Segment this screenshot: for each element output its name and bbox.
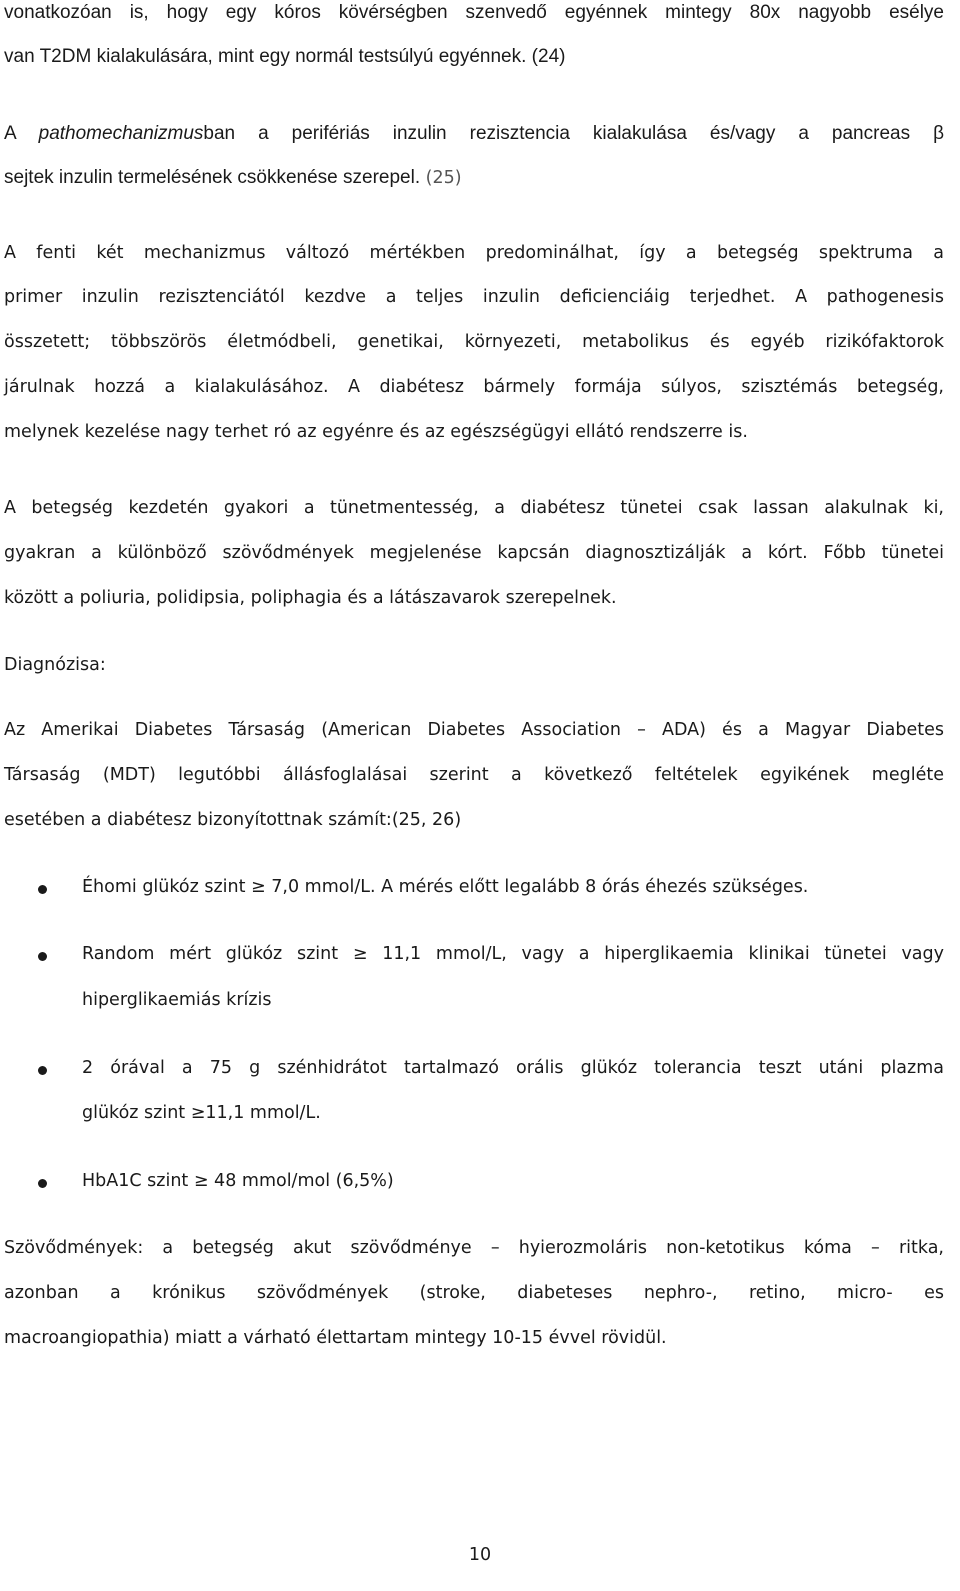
list-item-4-line-1: HbA1C szint ≥ 48 mmol/mol (6,5%) bbox=[82, 1171, 394, 1191]
pathomech-italic-term: pathomechanizmus bbox=[38, 123, 204, 144]
intro-line-1: vonatkozóan is, hogy egy kóros kövérségben szenvedő egyénnek mintegy 80x nagyobb esélye bbox=[4, 2, 944, 23]
para-criteria-line-2: Társaság (MDT) legutóbbi állásfoglalásai szerint a következő feltételek egyikének megléte bbox=[4, 765, 944, 785]
bullet-dot bbox=[38, 1066, 47, 1075]
bullet-dot bbox=[38, 1179, 47, 1188]
para-criteria-line-3: esetében a diabétesz bizonyítottnak számít:(25, 26) bbox=[4, 810, 462, 830]
list-item-2-line-1: Random mért glükóz szint ≥ 11,1 mmol/L, vagy a hiperglikaemia klinikai tünetei vagy bbox=[82, 944, 944, 964]
intro-line-2: van T2DM kialakulására, mint egy normál testsúlyú egyénnek. (24) bbox=[4, 46, 566, 67]
bullet-dot bbox=[38, 885, 47, 894]
para-symptoms-line-1: A betegség kezdetén gyakori a tünetmentesség, a diabétesz tünetei csak lassan alakulnak ki, bbox=[4, 498, 944, 518]
para-complications-line-2: azonban a krónikus szövődmények (stroke, diabeteses nephro-, retino, micro- es bbox=[4, 1283, 944, 1303]
para-complications-line-3: macroangiopathia) miatt a várható élettartam mintegy 10-15 évvel rövidül. bbox=[4, 1328, 667, 1348]
list-item-1-line-1: Éhomi glükóz szint ≥ 7,0 mmol/L. A mérés előtt legalább 8 órás éhezés szükséges. bbox=[82, 877, 809, 897]
para-complications-line-1: Szövődmények: a betegség akut szövődménye – hyierozmoláris non-ketotikus kóma – ritka, bbox=[4, 1238, 944, 1258]
para-mech-line-5: melynek kezelése nagy terhet ró az egyénre és az egészségügyi ellátó rendszerre is. bbox=[4, 422, 748, 442]
diagnosis-heading: Diagnózisa: bbox=[4, 655, 106, 675]
para-mech-line-3: összetett; többszörös életmódbeli, genetikai, környezeti, metabolikus és egyéb rizikófaktorok bbox=[4, 332, 944, 352]
pathomech-text-b: ban a perifériás inzulin rezisztencia kialakulása és/vagy a pancreas β bbox=[203, 123, 944, 144]
pathomech-line-2 bbox=[4, 167, 462, 189]
pathomech-text-c: sejtek inzulin termelésének csökkenése szerepel. bbox=[4, 167, 421, 188]
list-item-3-line-1: 2 órával a 75 g szénhidrátot tartalmazó orális glükóz tolerancia teszt utáni plazma bbox=[82, 1058, 944, 1078]
list-item-3-line-2: glükóz szint ≥11,1 mmol/L. bbox=[82, 1103, 321, 1123]
bullet-dot bbox=[38, 952, 47, 961]
para-mech-line-2: primer inzulin rezisztenciától kezdve a teljes inzulin deficienciáig terjedhet. A pathogenesis bbox=[4, 287, 944, 307]
pathomech-reference: (25) bbox=[420, 168, 462, 188]
page-number: 10 bbox=[468, 1545, 492, 1565]
para-criteria-line-1: Az Amerikai Diabetes Társaság (American Diabetes Association – ADA) és a Magyar Diabetes bbox=[4, 720, 944, 740]
pathomech-text-a: A bbox=[4, 123, 39, 144]
para-symptoms-line-2: gyakran a különböző szövődmények megjelenése kapcsán diagnosztizálják a kórt. Főbb tünetei bbox=[4, 543, 944, 563]
pathomech-line-1 bbox=[4, 123, 944, 145]
para-symptoms-line-3: között a poliuria, polidipsia, poliphagia és a látászavarok szerepelnek. bbox=[4, 588, 617, 608]
para-mech-line-1: A fenti két mechanizmus változó mértékben predominálhat, így a betegség spektruma a bbox=[4, 243, 944, 263]
para-mech-line-4: járulnak hozzá a kialakulásához. A diabétesz bármely formája súlyos, szisztémás betegség, bbox=[4, 377, 944, 397]
list-item-2-line-2: hiperglikaemiás krízis bbox=[82, 990, 272, 1010]
